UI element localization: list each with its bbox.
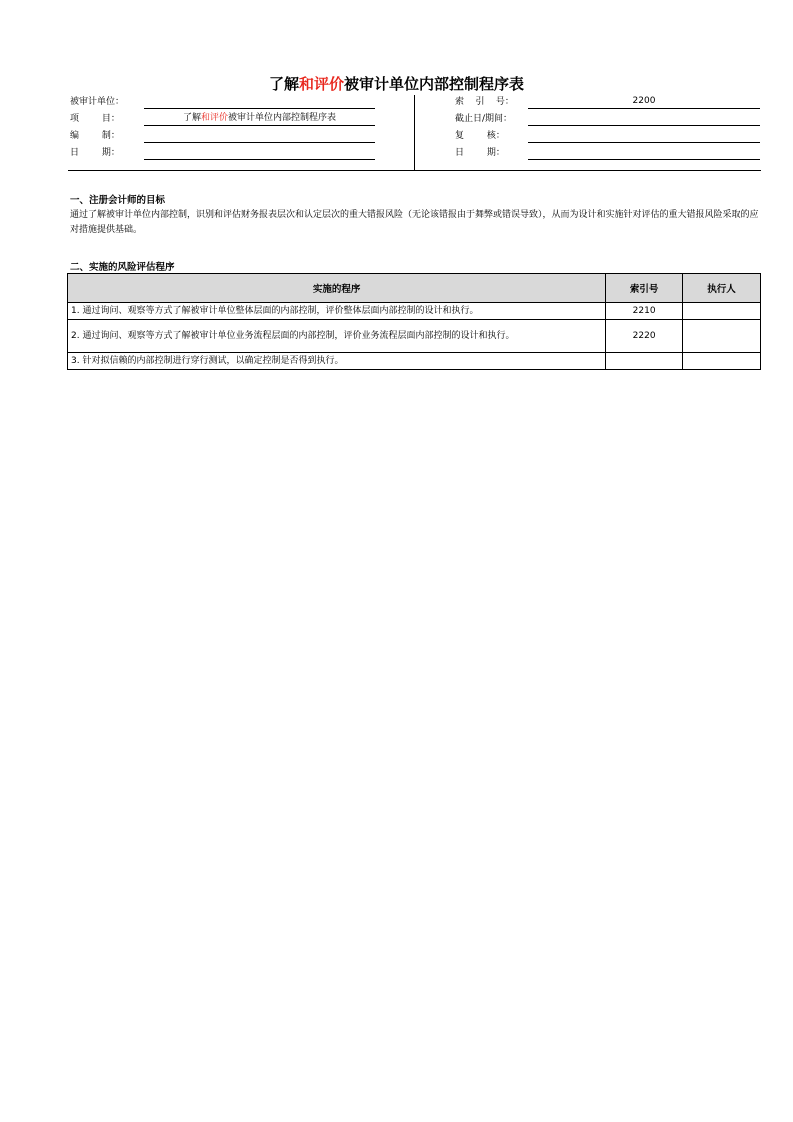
procedure-cell: 3. 针对拟信赖的内部控制进行穿行测试，以确定控制是否得到执行。 [68, 353, 606, 370]
document-title [0, 73, 793, 94]
index-cell: 2210 [606, 303, 683, 320]
header-divider [414, 95, 415, 170]
title-part-1: 了解 [268, 75, 299, 93]
index-field[interactable]: 2200 [528, 95, 760, 109]
col-header-executor: 执行人 [683, 274, 761, 303]
date-left-label: 日 期： [70, 148, 120, 158]
index-label: 索 引 号： [455, 97, 514, 107]
title-part-2: 和评价 [298, 75, 344, 93]
procedure-cell: 1. 通过询问、观察等方式了解被审计单位整体层面的内部控制，评价整体层面内部控制的设计和执行。 [68, 303, 606, 320]
executor-cell[interactable] [683, 320, 761, 353]
table-row [68, 303, 761, 320]
section-1-text: 通过了解被审计单位内部控制，识别和评估财务报表层次和认定层次的重大错报风险（无论该错报由于舞弊或错误导致），从而为设计和实施针对评估的重大错报风险采取的应对措施提供基础。 [70, 210, 759, 235]
index-cell [606, 353, 683, 370]
title-part-3: 被审计单位内部控制程序表 [344, 75, 525, 93]
reviewer-label: 复 核： [455, 131, 505, 141]
section-2-heading: 二、实施的风险评估程序 [70, 262, 175, 273]
period-label: 截止日/期间： [455, 114, 513, 124]
auditee-field[interactable] [144, 95, 375, 109]
project-field[interactable] [144, 112, 375, 126]
executor-cell[interactable] [683, 353, 761, 370]
reviewer-field[interactable] [528, 129, 760, 143]
period-field[interactable] [528, 112, 760, 126]
project-label: 项 目： [70, 114, 120, 124]
preparer-field[interactable] [144, 129, 375, 143]
section-1-heading: 一、注册会计师的目标 [70, 195, 166, 206]
col-header-procedure: 实施的程序 [68, 274, 606, 303]
index-cell: 2220 [606, 320, 683, 353]
preparer-label: 编 制： [70, 131, 120, 141]
project-value-part-1: 了解 [182, 113, 201, 123]
table-row [68, 353, 761, 370]
table-row [68, 320, 761, 353]
header-bottom-rule [68, 170, 761, 171]
date-right-label: 日 期： [455, 148, 505, 158]
date-left-field[interactable] [144, 146, 375, 160]
table-header-row [68, 274, 761, 303]
procedures-table [67, 273, 761, 370]
auditee-label: 被审计单位： [70, 97, 125, 107]
date-right-field[interactable] [528, 146, 760, 160]
executor-cell[interactable] [683, 303, 761, 320]
procedure-cell: 2. 通过询问、观察等方式了解被审计单位业务流程层面的内部控制，评价业务流程层面内部控制的设计和执行。 [68, 320, 606, 353]
project-value-part-2: 和评价 [200, 113, 228, 123]
project-value-part-3: 被审计单位内部控制程序表 [228, 113, 337, 123]
col-header-index: 索引号 [606, 274, 683, 303]
